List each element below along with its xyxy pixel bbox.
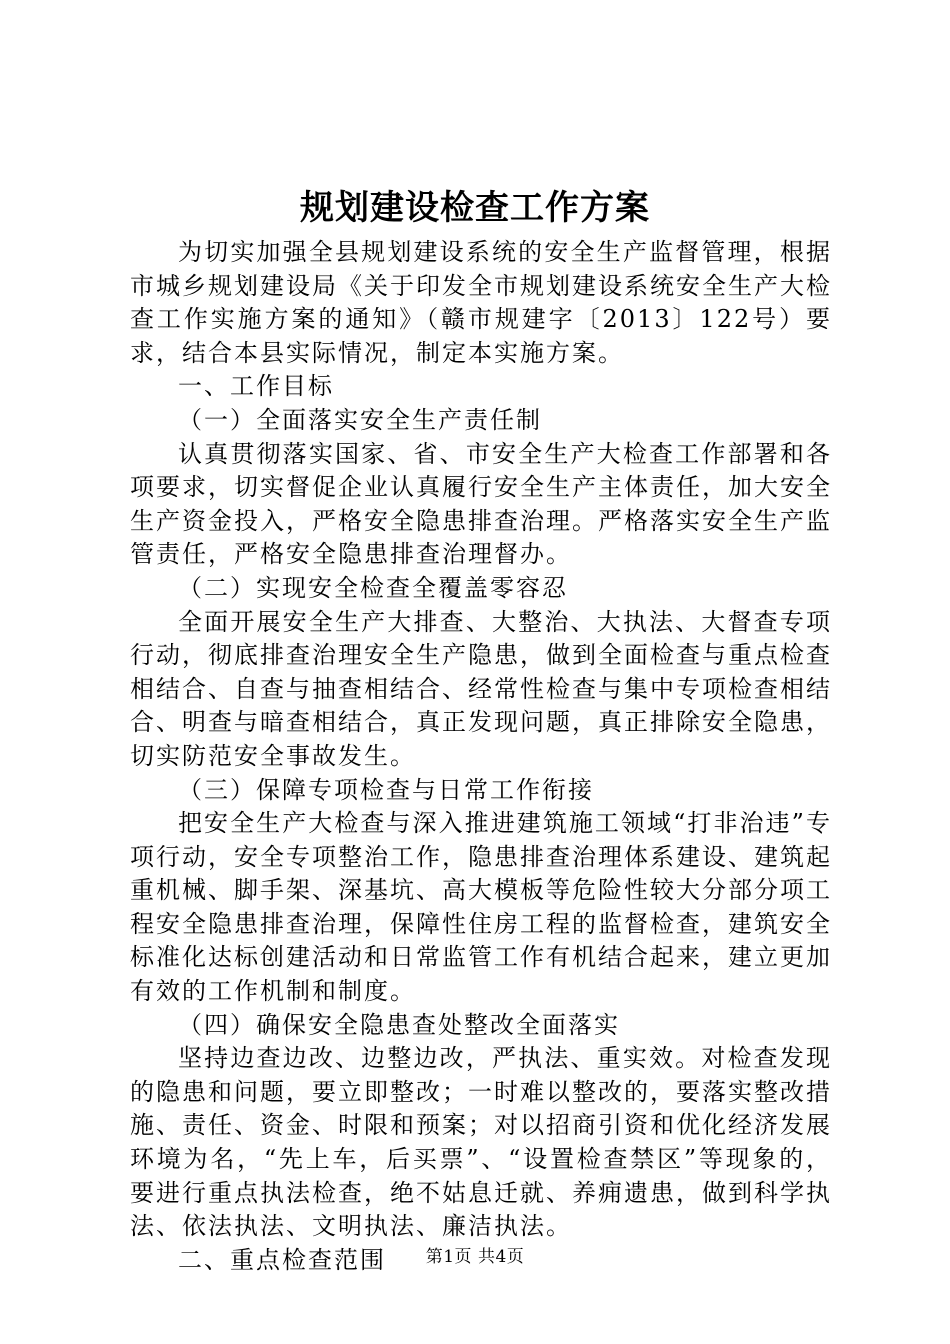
page-number-footer: 第1页 共4页 <box>425 1247 525 1267</box>
subsection-paragraph-3: 把安全生产大检查与深入推进建筑施工领域“打非治违”专项行动，安全专项整治工作，隐患排查治理体系建设、建筑起重机械、脚手架、深基坑、高大模板等危险性较大分部分项工程安全隐患排查治理，保障性住房工程的监督检查，建筑安全标准化达标创建活动和日常监管工作有机结合起来，建立更加有效的工作机制和制度。 <box>130 809 832 1006</box>
intro-paragraph: 为切实加强全县规划建设系统的安全生产监督管理，根据市城乡规划建设局《关于印发全市规划建设系统安全生产大检查工作实施方案的通知》（赣市规建字〔2013〕122号）要求，结合本县实际情况，制定本实施方案。 <box>130 238 832 367</box>
section-heading-2: 二、重点检查范围 <box>178 1245 386 1274</box>
document-body <box>130 236 832 1277</box>
subsection-paragraph-1: 认真贯彻落实国家、省、市安全生产大检查工作部署和各项要求，切实督促企业认真履行安全生产主体责任，加大安全生产资金投入，严格安全隐患排查治理。严格落实安全生产监管责任，严格安全隐患排查治理督办。 <box>130 439 832 569</box>
subsection-heading-4: （四）确保安全隐患查处整改全面落实 <box>178 1010 620 1039</box>
subsection-heading-2: （二）实现安全检查全覆盖零容忍 <box>178 573 568 602</box>
document-title: 规划建设检查工作方案 <box>300 188 650 228</box>
subsection-heading-1: （一）全面落实安全生产责任制 <box>178 405 542 434</box>
subsection-paragraph-2: 全面开展安全生产大排查、大整治、大执法、大督查专项行动，彻底排查治理安全生产隐患，做到全面检查与重点检查相结合、自查与抽查相结合、经常性检查与集中专项检查相结合、明查与暗查相结合，真正发现问题，真正排除安全隐患，切实防范安全事故发生。 <box>130 607 832 770</box>
section-heading-1: 一、工作目标 <box>178 372 334 401</box>
subsection-paragraph-4: 坚持边查边改、边整边改，严执法、重实效。对检查发现的隐患和问题，要立即整改；一时难以整改的，要落实整改措施、责任、资金、时限和预案；对以招商引资和优化经济发展环境为名，“先上车，后买票”、“设置检查禁区”等现象的，要进行重点执法检查，绝不姑息迁就、养痈遗患，做到科学执法、依法执法、文明执法、廉洁执法。 <box>130 1044 832 1241</box>
subsection-heading-3: （三）保障专项检查与日常工作衔接 <box>178 775 594 804</box>
